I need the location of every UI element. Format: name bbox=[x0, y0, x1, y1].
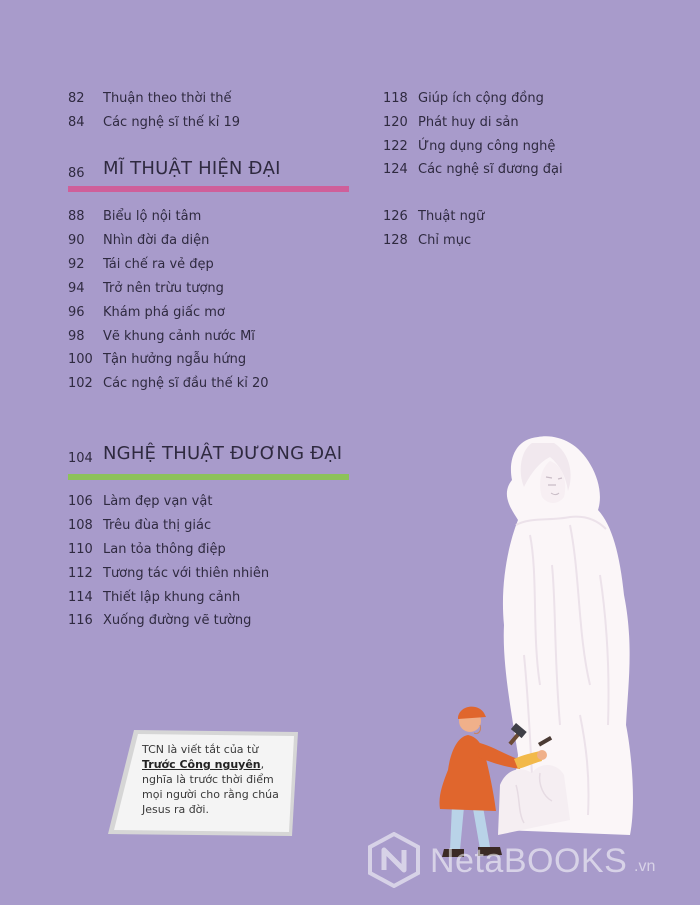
statue-illustration bbox=[420, 425, 660, 865]
toc-page-number: 116 bbox=[68, 613, 93, 628]
toc-title: Thuật ngữ bbox=[418, 209, 485, 224]
toc-page-number: 110 bbox=[68, 542, 93, 557]
toc-page-number: 90 bbox=[68, 233, 85, 248]
toc-title: Thuận theo thời thế bbox=[103, 91, 232, 106]
toc-title: Phát huy di sản bbox=[418, 115, 519, 130]
toc-page-number: 122 bbox=[383, 139, 408, 154]
note-line: TCN là viết tắt của từ bbox=[142, 743, 259, 756]
sculptor-carving-statue-illustration bbox=[420, 425, 660, 869]
note-line-highlight bbox=[142, 757, 292, 772]
toc-page-number: 96 bbox=[68, 305, 85, 320]
netabooks-logo-icon bbox=[366, 832, 422, 888]
toc-page-number: 94 bbox=[68, 281, 85, 296]
toc-title: Chỉ mục bbox=[418, 233, 472, 248]
section-title: MĨ THUẬT HIỆN ĐẠI bbox=[103, 158, 281, 179]
toc-title: Các nghệ sĩ đương đại bbox=[418, 162, 563, 177]
note-bold-term: Trước Công nguyên bbox=[142, 758, 261, 771]
toc-title: Tương tác với thiên nhiên bbox=[103, 566, 270, 581]
watermark-brand: NetaBOOKS bbox=[430, 842, 628, 880]
toc-page-number: 108 bbox=[68, 518, 93, 533]
section-title: NGHỆ THUẬT ĐƯƠNG ĐẠI bbox=[103, 443, 343, 464]
toc-title: Tái chế ra vẻ đẹp bbox=[103, 257, 214, 272]
toc-page-number: 106 bbox=[68, 494, 93, 509]
toc-page-number: 114 bbox=[68, 590, 93, 605]
toc-title: Trêu đùa thị giác bbox=[103, 518, 212, 533]
toc-title: Vẽ khung cảnh nước Mĩ bbox=[103, 329, 255, 344]
toc-page-number: 112 bbox=[68, 566, 93, 581]
toc-page-number: 92 bbox=[68, 257, 85, 272]
toc-title: Biểu lộ nội tâm bbox=[103, 209, 202, 224]
toc-page-number: 120 bbox=[383, 115, 408, 130]
toc-page-number: 118 bbox=[383, 91, 408, 106]
toc-title: Các nghệ sĩ đầu thế kỉ 20 bbox=[103, 376, 269, 391]
toc-page-number: 82 bbox=[68, 91, 85, 106]
toc-title: Xuống đường vẽ tường bbox=[103, 613, 252, 628]
toc-page-number: 84 bbox=[68, 115, 85, 130]
toc-title: Các nghệ sĩ thế kỉ 19 bbox=[103, 115, 240, 130]
watermark-domain-suffix: .vn bbox=[634, 858, 656, 875]
toc-title: Lan tỏa thông điệp bbox=[103, 542, 226, 557]
watermark bbox=[366, 832, 686, 892]
section-divider-green bbox=[68, 474, 349, 480]
toc-title: Ứng dụng công nghệ bbox=[418, 139, 556, 154]
toc-page-number: 128 bbox=[383, 233, 408, 248]
toc-page-number: 126 bbox=[383, 209, 408, 224]
toc-page-number: 102 bbox=[68, 376, 93, 391]
toc-page-number: 98 bbox=[68, 329, 85, 344]
section-page-number: 86 bbox=[68, 166, 85, 181]
section-divider-pink bbox=[68, 186, 349, 192]
toc-title: Giúp ích cộng đồng bbox=[418, 91, 544, 106]
toc-title: Nhìn đời đa diện bbox=[103, 233, 210, 248]
toc-title: Tận hưởng ngẫu hứng bbox=[103, 352, 247, 367]
note-line: nghĩa là trước thời điểm bbox=[142, 773, 274, 786]
footnote-card bbox=[108, 730, 298, 838]
toc-title: Thiết lập khung cảnh bbox=[103, 590, 241, 605]
toc-page-number: 100 bbox=[68, 352, 93, 367]
toc-page-number: 88 bbox=[68, 209, 85, 224]
toc-title: Trở nên trừu tượng bbox=[103, 281, 224, 296]
note-line: Jesus ra đời. bbox=[142, 803, 209, 816]
toc-page-number: 124 bbox=[383, 162, 408, 177]
toc-title: Khám phá giấc mơ bbox=[103, 305, 225, 320]
note-punctuation: , bbox=[260, 758, 265, 771]
section-page-number: 104 bbox=[68, 451, 93, 466]
toc-title: Làm đẹp vạn vật bbox=[103, 494, 213, 509]
note-line: mọi người cho rằng chúa bbox=[142, 788, 279, 801]
